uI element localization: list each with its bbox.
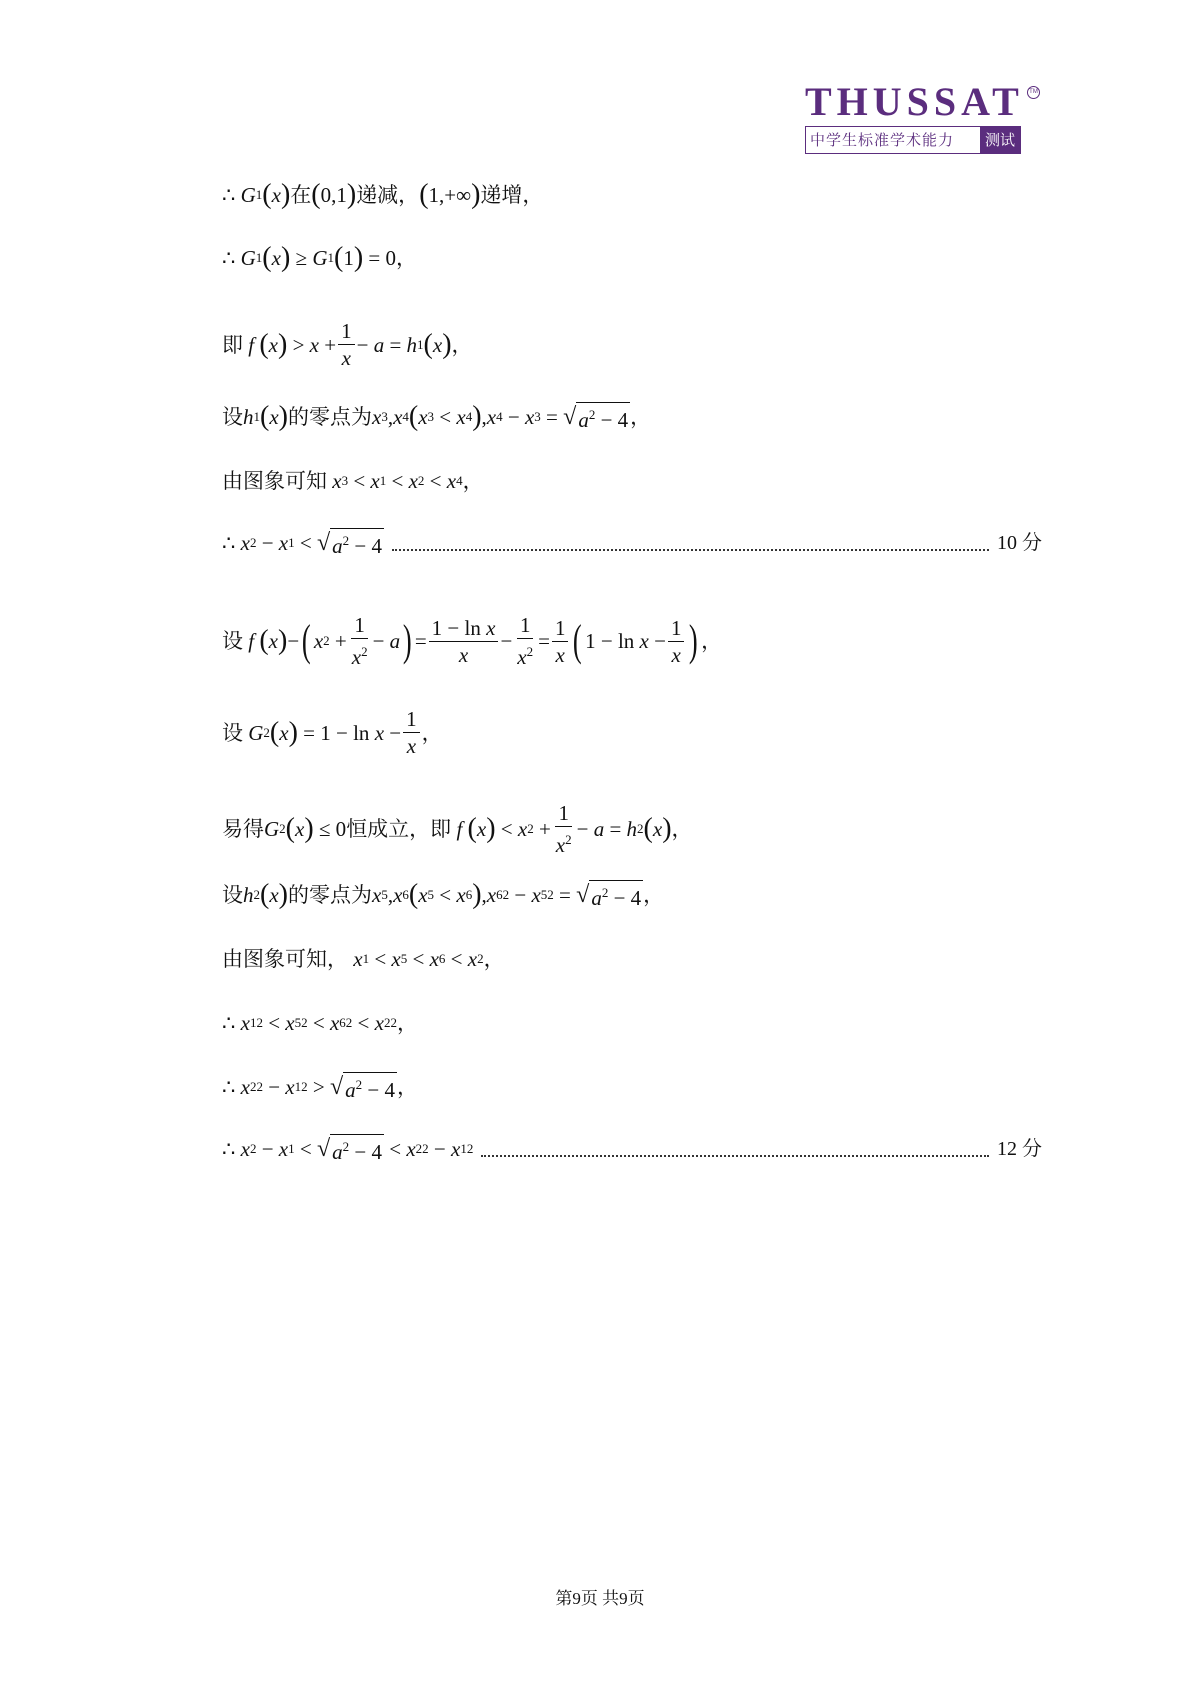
math-line-11: 由图象可知， x 1 < x 5 < x 6 < x 2 ， (222, 944, 505, 974)
fraction: $\frac{1}{x}$ (338, 318, 355, 371)
math-line-9: 易得 G 2 ( x ) ≤ 0 恒成立，即 f ( x ) < x 2 + $\frac{1}{x^2}$ − a = h 2 ( x ) ， (222, 801, 693, 857)
sqrt: √ $a^2 - 4$ (576, 882, 642, 910)
math-line-8: 设 G 2 ( x ) = 1 − ln x − $\frac{1}{x}$ ， (222, 707, 443, 758)
math-line-10: 设 h 2 ( x ) 的零点为 x 5 , x 6 ( x 5 < x 6 ) , x 6 2 − x 5 2 = √ $a^2 - 4$ ， (222, 879, 665, 910)
fraction: $\frac{\text{1 − ln x}}{x}$ (429, 615, 499, 668)
math-line-12: ∴ x 1 2 < x 5 2 < x 6 2 < x 2 2 ， (222, 1011, 418, 1035)
line4-text: 的零点为 (287, 405, 372, 429)
thussat-logo (805, 79, 1045, 154)
logo-subtitle-right: 测试 (980, 127, 1020, 153)
line4-prefix: 设 (222, 405, 243, 429)
score-10: 10 分 (997, 532, 1042, 554)
logo-title: THUSSAT (805, 79, 1024, 124)
math-line-4: 设 h 1 ( x ) 的零点为 x 3 , x 4 ( x 3 < x 4 ) , x 4 − x 3 = √ $a^2 - 4$ ， (222, 401, 652, 432)
fraction: $\frac{1}{x^2}$ (555, 801, 572, 857)
line9-prefix: 易得 (222, 817, 264, 841)
math-line-2: ∴ G 1 ( x ) ≥ G 1 ( 1 ) = 0， (222, 242, 417, 273)
line9-text: 恒成立，即 (346, 817, 452, 841)
math-line-3: 即 f ( x ) > x + $\frac{1}{x}$ − a = h 1 ( x ) ， (222, 319, 473, 370)
line1-text-c: 递增， (480, 183, 544, 207)
line3-prefix: 即 (222, 332, 243, 357)
line1-text-b: 递减， (356, 183, 420, 207)
line8-prefix: 设 (222, 720, 243, 745)
math-line-5: 由图象可知 x 3 < x 1 < x 2 < x 4 ， (222, 466, 484, 496)
fraction: $\frac{1}{x}$ (668, 615, 685, 668)
math-line-7: 设 f ( x ) − ( x 2 + $\frac{1}{x^2}$ − a ) = $\frac{\text{1 − ln x}}{x}$ − $\frac{1}{x^2}$ = $\frac{1}{x}$ ( 1 − ln x − $\frac{1}{x}$ ) ， (222, 613, 723, 669)
line5-text: 由图象可知 (222, 469, 327, 493)
trademark-icon: TM (1027, 86, 1040, 99)
page-footer: 第9页 共9页 (555, 1589, 645, 1608)
line10-text: 的零点为 (287, 883, 372, 907)
sqrt: √ $a^2 - 4$ (329, 1074, 395, 1102)
math-line-14: ∴ x 2 − x 1 < √ $a^2 - 4$ < x 2 2 − x 1 2 12 分 (222, 1136, 1042, 1164)
fraction: $\frac{1}{x}$ (552, 615, 569, 668)
sqrt: √ $a^2 - 4$ (316, 1136, 382, 1164)
dotted-leader (392, 535, 989, 551)
fraction: $\frac{1}{x^2}$ (517, 613, 534, 669)
dotted-leader (481, 1141, 989, 1157)
logo-subtitle-left: 中学生标准学术能力 (810, 131, 955, 149)
score-12: 12 分 (997, 1138, 1042, 1160)
math-line-13: ∴ x 2 2 − x 1 2 > √ $a^2 - 4$ ， (222, 1074, 418, 1102)
fraction: $\frac{1}{x}$ (403, 706, 420, 759)
line10-prefix: 设 (222, 883, 243, 907)
line1-text-a: 在 (290, 183, 312, 207)
math-line-1: ∴ G 1 ( x ) 在 ( 0,1 ) 递减， ( 1,+∞ ) 递增， (222, 179, 544, 210)
fraction: $\frac{1}{x^2}$ (351, 613, 368, 669)
line7-prefix: 设 (222, 629, 243, 653)
sqrt: √ $a^2 - 4$ (316, 530, 382, 558)
sqrt: √ $a^2 - 4$ (563, 404, 629, 432)
logo-subtitle (805, 126, 1021, 154)
line11-text: 由图象可知， (222, 947, 348, 971)
math-line-6: ∴ x 2 − x 1 < √ $a^2 - 4$ 10 分 (222, 530, 1042, 558)
